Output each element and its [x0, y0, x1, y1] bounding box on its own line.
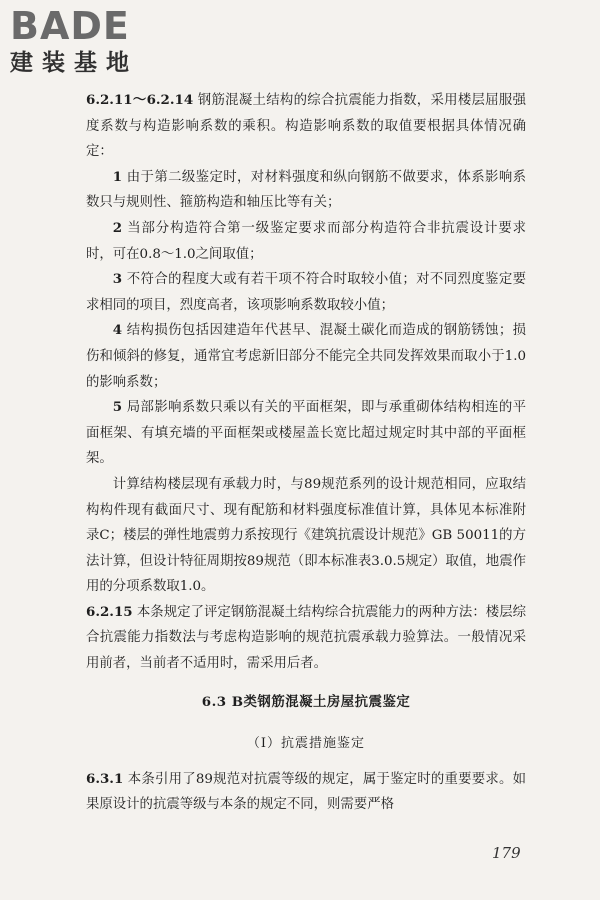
logo-brand: BADE [10, 4, 130, 48]
clause-number: 6.2.11～6.2.14 [86, 92, 194, 108]
list-item: 3 不符合的程度大或有若干项不符合时取较小值；对不同烈度鉴定要求相同的项目，烈度高者，该项影响系数取较小值； [86, 271, 526, 313]
subsection-heading: （Ⅰ）抗震措施鉴定 [246, 735, 366, 751]
logo-subtitle: 建装基地 [10, 50, 138, 76]
clause-number: 6.2.15 [86, 603, 133, 620]
page-number: 179 [492, 844, 521, 862]
document-body [86, 88, 526, 818]
section-heading: 6.3 B类钢筋混凝土房屋抗震鉴定 [201, 693, 411, 710]
list-item: 1 由于第二级鉴定时，对材料强度和纵向钢筋不做要求，体系影响系数只与规则性、箍筋构造和轴压比等有关； [86, 168, 526, 211]
clause-6-3-1: 6.3.1 本条引用了89规范对抗震等级的规定，属于鉴定时的重要要求。如果原设计的抗震等级与本条的规定不同，则需要严格 [86, 770, 526, 813]
clause-number: 6.3.1 [86, 770, 124, 787]
clause-6-2-11-intro: 6.2.11～6.2.14 钢筋混凝土结构的综合抗震能力指数，采用楼层屈服强度系数与构造影响系数的乘积。构造影响系数的取值要根据具体情况确定： [86, 92, 527, 160]
calculation-paragraph: 计算结构楼层现有承载力时，与89规范系列的设计规范相同，应取结构构件现有截面尺寸、现有配筋和材料强度标准值计算，具体见本标准附录C；楼层的弹性地震剪力系按现行《建筑抗震设计规范》GB 50011的方法计算，但设计特征周期按89规范（即本标准表3.0.5规定）取值，地震作用的分项系数取1.0。 [86, 476, 526, 595]
clause-6-2-15: 6.2.15 本条规定了评定钢筋混凝土结构综合抗震能力的两种方法：楼层综合抗震能力指数法与考虑构造影响的规范抗震承载力验算法。一般情况采用前者，当前者不适用时，需采用后者。 [86, 603, 527, 672]
list-item: 4 结构损伤包括因建造年代甚早、混凝土碳化而造成的钢筋锈蚀；损伤和倾斜的修复，通常宜考虑新旧部分不能完全共同发挥效果而取小于1.0的影响系数； [86, 322, 526, 390]
list-item: 2 当部分构造符合第一级鉴定要求而部分构造符合非抗震设计要求时，可在0.8～1.0之间取值； [86, 219, 526, 262]
list-item: 5 局部影响系数只乘以有关的平面框架，即与承重砌体结构相连的平面框架、有填充墙的平面框架或楼屋盖长宽比超过规定时其中部的平面框架。 [86, 399, 526, 467]
bade-logo [10, 6, 138, 76]
